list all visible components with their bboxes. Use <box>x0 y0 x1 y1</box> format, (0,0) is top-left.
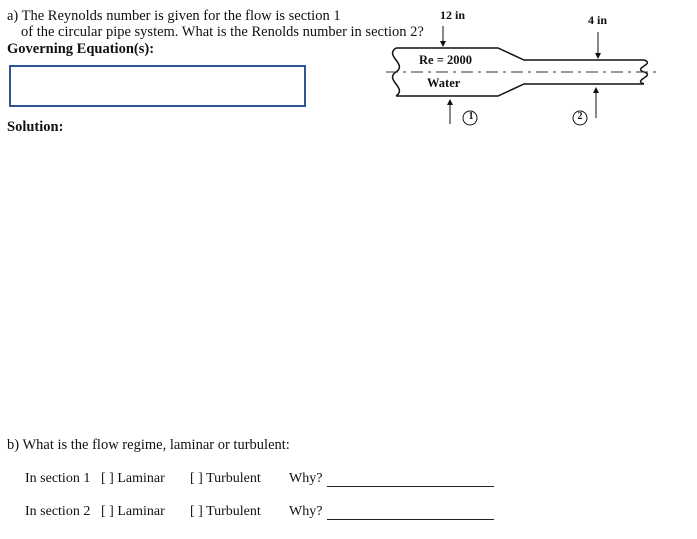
row2-section-label: In section 2 <box>25 504 91 519</box>
row2-why-label: Why? <box>289 504 323 519</box>
row2-why-blank[interactable] <box>327 519 494 520</box>
reynolds-label: Re = 2000 <box>419 53 472 67</box>
question-a-line1: a) The Reynolds number is given for the flow is section 1 <box>7 8 341 24</box>
fluid-label: Water <box>427 76 461 90</box>
section2-label: 2 <box>577 111 583 122</box>
dim-left-label: 12 in <box>440 8 466 22</box>
section1-label: 1 <box>468 111 474 122</box>
row2-turbulent-option[interactable]: [ ] Turbulent <box>190 504 261 519</box>
row2-laminar-option[interactable]: [ ] Laminar <box>101 504 165 519</box>
question-b: b) What is the flow regime, laminar or turbulent: <box>7 437 290 453</box>
row1-why-label: Why? <box>289 471 323 486</box>
governing-equation-label: Governing Equation(s): <box>7 41 155 57</box>
row1-turbulent-option[interactable]: [ ] Turbulent <box>190 471 261 486</box>
governing-equation-answer-box[interactable] <box>9 65 306 107</box>
dim-right-label: 4 in <box>588 13 608 27</box>
solution-label: Solution: <box>7 119 64 135</box>
row1-laminar-option[interactable]: [ ] Laminar <box>101 471 165 486</box>
row1-section-label: In section 1 <box>25 471 91 486</box>
row1-why-blank[interactable] <box>327 486 494 487</box>
question-a-line2: of the circular pipe system. What is the Renolds number in section 2? <box>21 24 424 40</box>
